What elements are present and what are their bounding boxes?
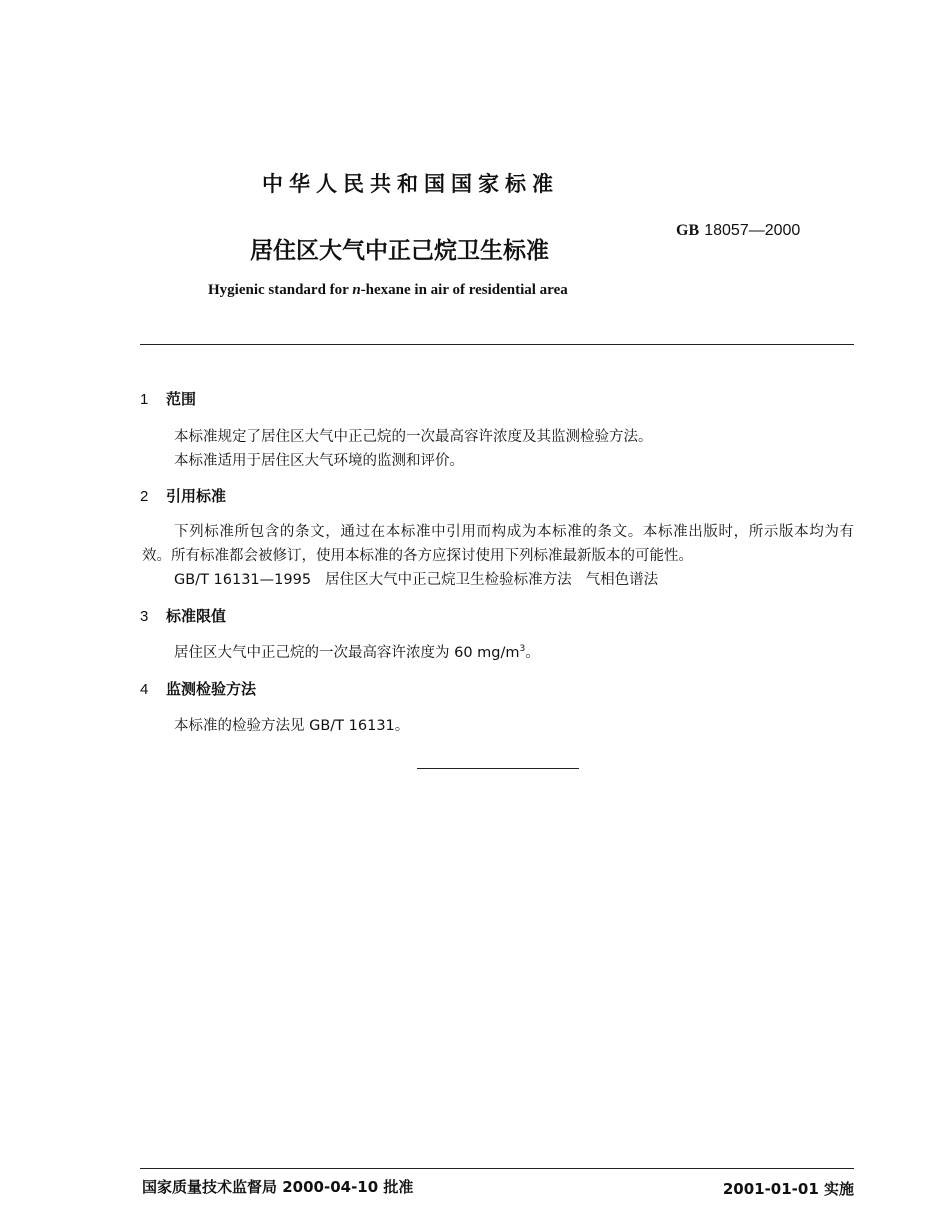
section-title: 标准限值 [166, 607, 227, 625]
reference-method: 气相色谱法 [585, 572, 659, 588]
section-number: 1 [140, 391, 149, 408]
title-en-italic: n [352, 282, 361, 298]
unit-superscript: 3 [519, 644, 526, 655]
standard-code-prefix: GB [676, 222, 700, 239]
issue-date: 国家质量技术监督局 2000-04-10 批准 [142, 1178, 414, 1196]
section-1-paragraph-2: 本标准适用于居住区大气环境的监测和评价。 [174, 453, 464, 469]
reference-code: GB/T 16131—1995 [174, 572, 312, 588]
section-3-paragraph [174, 641, 540, 662]
standard-code [676, 220, 800, 240]
section-number: 4 [140, 681, 149, 698]
section-heading-1 [140, 388, 196, 409]
section-heading-4 [140, 678, 256, 699]
normative-reference [174, 568, 658, 589]
standard-code-number: 18057—2000 [704, 222, 801, 239]
section-2-paragraph: 下列标准所包含的条文，通过在本标准中引用而构成为本标准的条文。本标准出版时，所示版本均为有效。所有标准都会被修订，使用本标准的各方应探讨使用下列标准最新版本的可能性。 [142, 524, 854, 564]
document-title-en [208, 282, 568, 299]
title-en-post: -hexane in air of residential area [360, 282, 568, 298]
section-title: 引用标准 [166, 487, 227, 505]
section-4-paragraph: 本标准的检验方法见 GB/T 16131。 [174, 718, 410, 734]
limit-text: 居住区大气中正己烷的一次最高容许浓度为 60 mg/m [174, 645, 520, 661]
end-of-text-rule [417, 768, 579, 769]
section-heading-2 [140, 485, 226, 506]
footer-divider [140, 1168, 854, 1169]
header-divider [140, 344, 854, 345]
document-title-cn: 居住区大气中正己烷卫生标准 [250, 238, 549, 264]
section-title: 范围 [166, 390, 197, 408]
section-number: 3 [140, 608, 149, 625]
section-1-paragraph-1: 本标准规定了居住区大气中正己烷的一次最高容许浓度及其监测检验方法。 [174, 429, 653, 445]
limit-suffix: 。 [525, 645, 540, 661]
state-standard-heading: 中华人民共和国国家标准 [262, 172, 559, 196]
effective-date: 2001-01-01 实施 [722, 1180, 854, 1198]
reference-title: 居住区大气中正己烷卫生检验标准方法 [325, 572, 572, 588]
section-number: 2 [140, 488, 149, 505]
section-heading-3 [140, 605, 226, 626]
section-title: 监测检验方法 [166, 680, 257, 698]
title-en-pre: Hygienic standard for [208, 282, 353, 298]
